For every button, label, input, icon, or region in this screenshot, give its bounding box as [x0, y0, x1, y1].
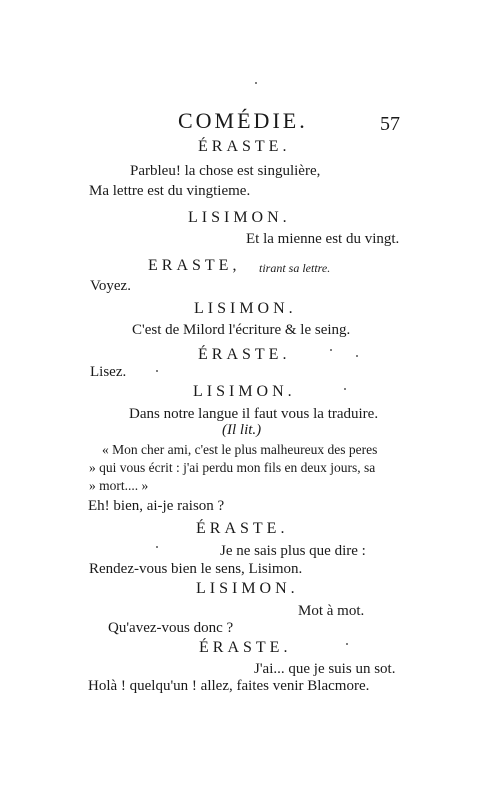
speaker-heading: ÉRASTE.	[198, 138, 291, 155]
ink-speck	[356, 355, 358, 357]
verse-line: Je ne sais plus que dire :	[220, 543, 366, 559]
verse-line: Rendez-vous bien le sens, Lisimon.	[89, 561, 303, 577]
verse-line: Ma lettre est du vingtieme.	[89, 183, 251, 199]
verse-line: Eh! bien, ai-je raison ?	[88, 498, 225, 514]
speaker-heading: LISIMON.	[194, 300, 297, 317]
speaker-heading: ERASTE,	[148, 257, 241, 274]
ink-speck	[156, 546, 158, 548]
speaker-heading: LISIMON.	[193, 383, 296, 400]
ink-speck	[346, 643, 348, 645]
ink-speck	[344, 388, 346, 390]
running-head-title: COMÉDIE.	[178, 108, 308, 133]
letter-line: » qui vous écrit : j'ai perdu mon fils en deux jours, sa	[89, 460, 376, 475]
verse-line: Voyez.	[90, 278, 131, 294]
stage-direction: (Il lit.)	[222, 422, 262, 438]
speaker-heading: LISIMON.	[188, 209, 291, 226]
verse-line: Qu'avez-vous donc ?	[108, 620, 234, 636]
letter-line: » mort.... »	[89, 478, 149, 493]
speaker-heading: ÉRASTE.	[198, 346, 291, 363]
speaker-heading: ÉRASTE.	[196, 520, 289, 537]
verse-line: Et la mienne est du vingt.	[246, 231, 400, 247]
verse-line: J'ai... que je suis un sot.	[254, 661, 396, 677]
verse-line: Parbleu! la chose est singulière,	[130, 163, 321, 179]
ink-speck	[255, 82, 257, 84]
verse-line: Lisez.	[90, 364, 127, 380]
verse-line: Holà ! quelqu'un ! allez, faites venir Blacmore.	[88, 678, 370, 694]
ink-speck	[156, 370, 158, 372]
speaker-heading: LISIMON.	[196, 580, 299, 597]
verse-line: Dans notre langue il faut vous la traduire.	[129, 406, 379, 422]
letter-line: « Mon cher ami, c'est le plus malheureux des peres	[102, 442, 378, 457]
stage-direction: tirant sa lettre.	[259, 261, 331, 275]
page-number: 57	[380, 113, 400, 135]
verse-line: C'est de Milord l'écriture & le seing.	[132, 322, 351, 338]
verse-line: Mot à mot.	[298, 603, 365, 619]
ink-speck	[330, 349, 332, 351]
speaker-heading: ÉRASTE.	[199, 639, 292, 656]
